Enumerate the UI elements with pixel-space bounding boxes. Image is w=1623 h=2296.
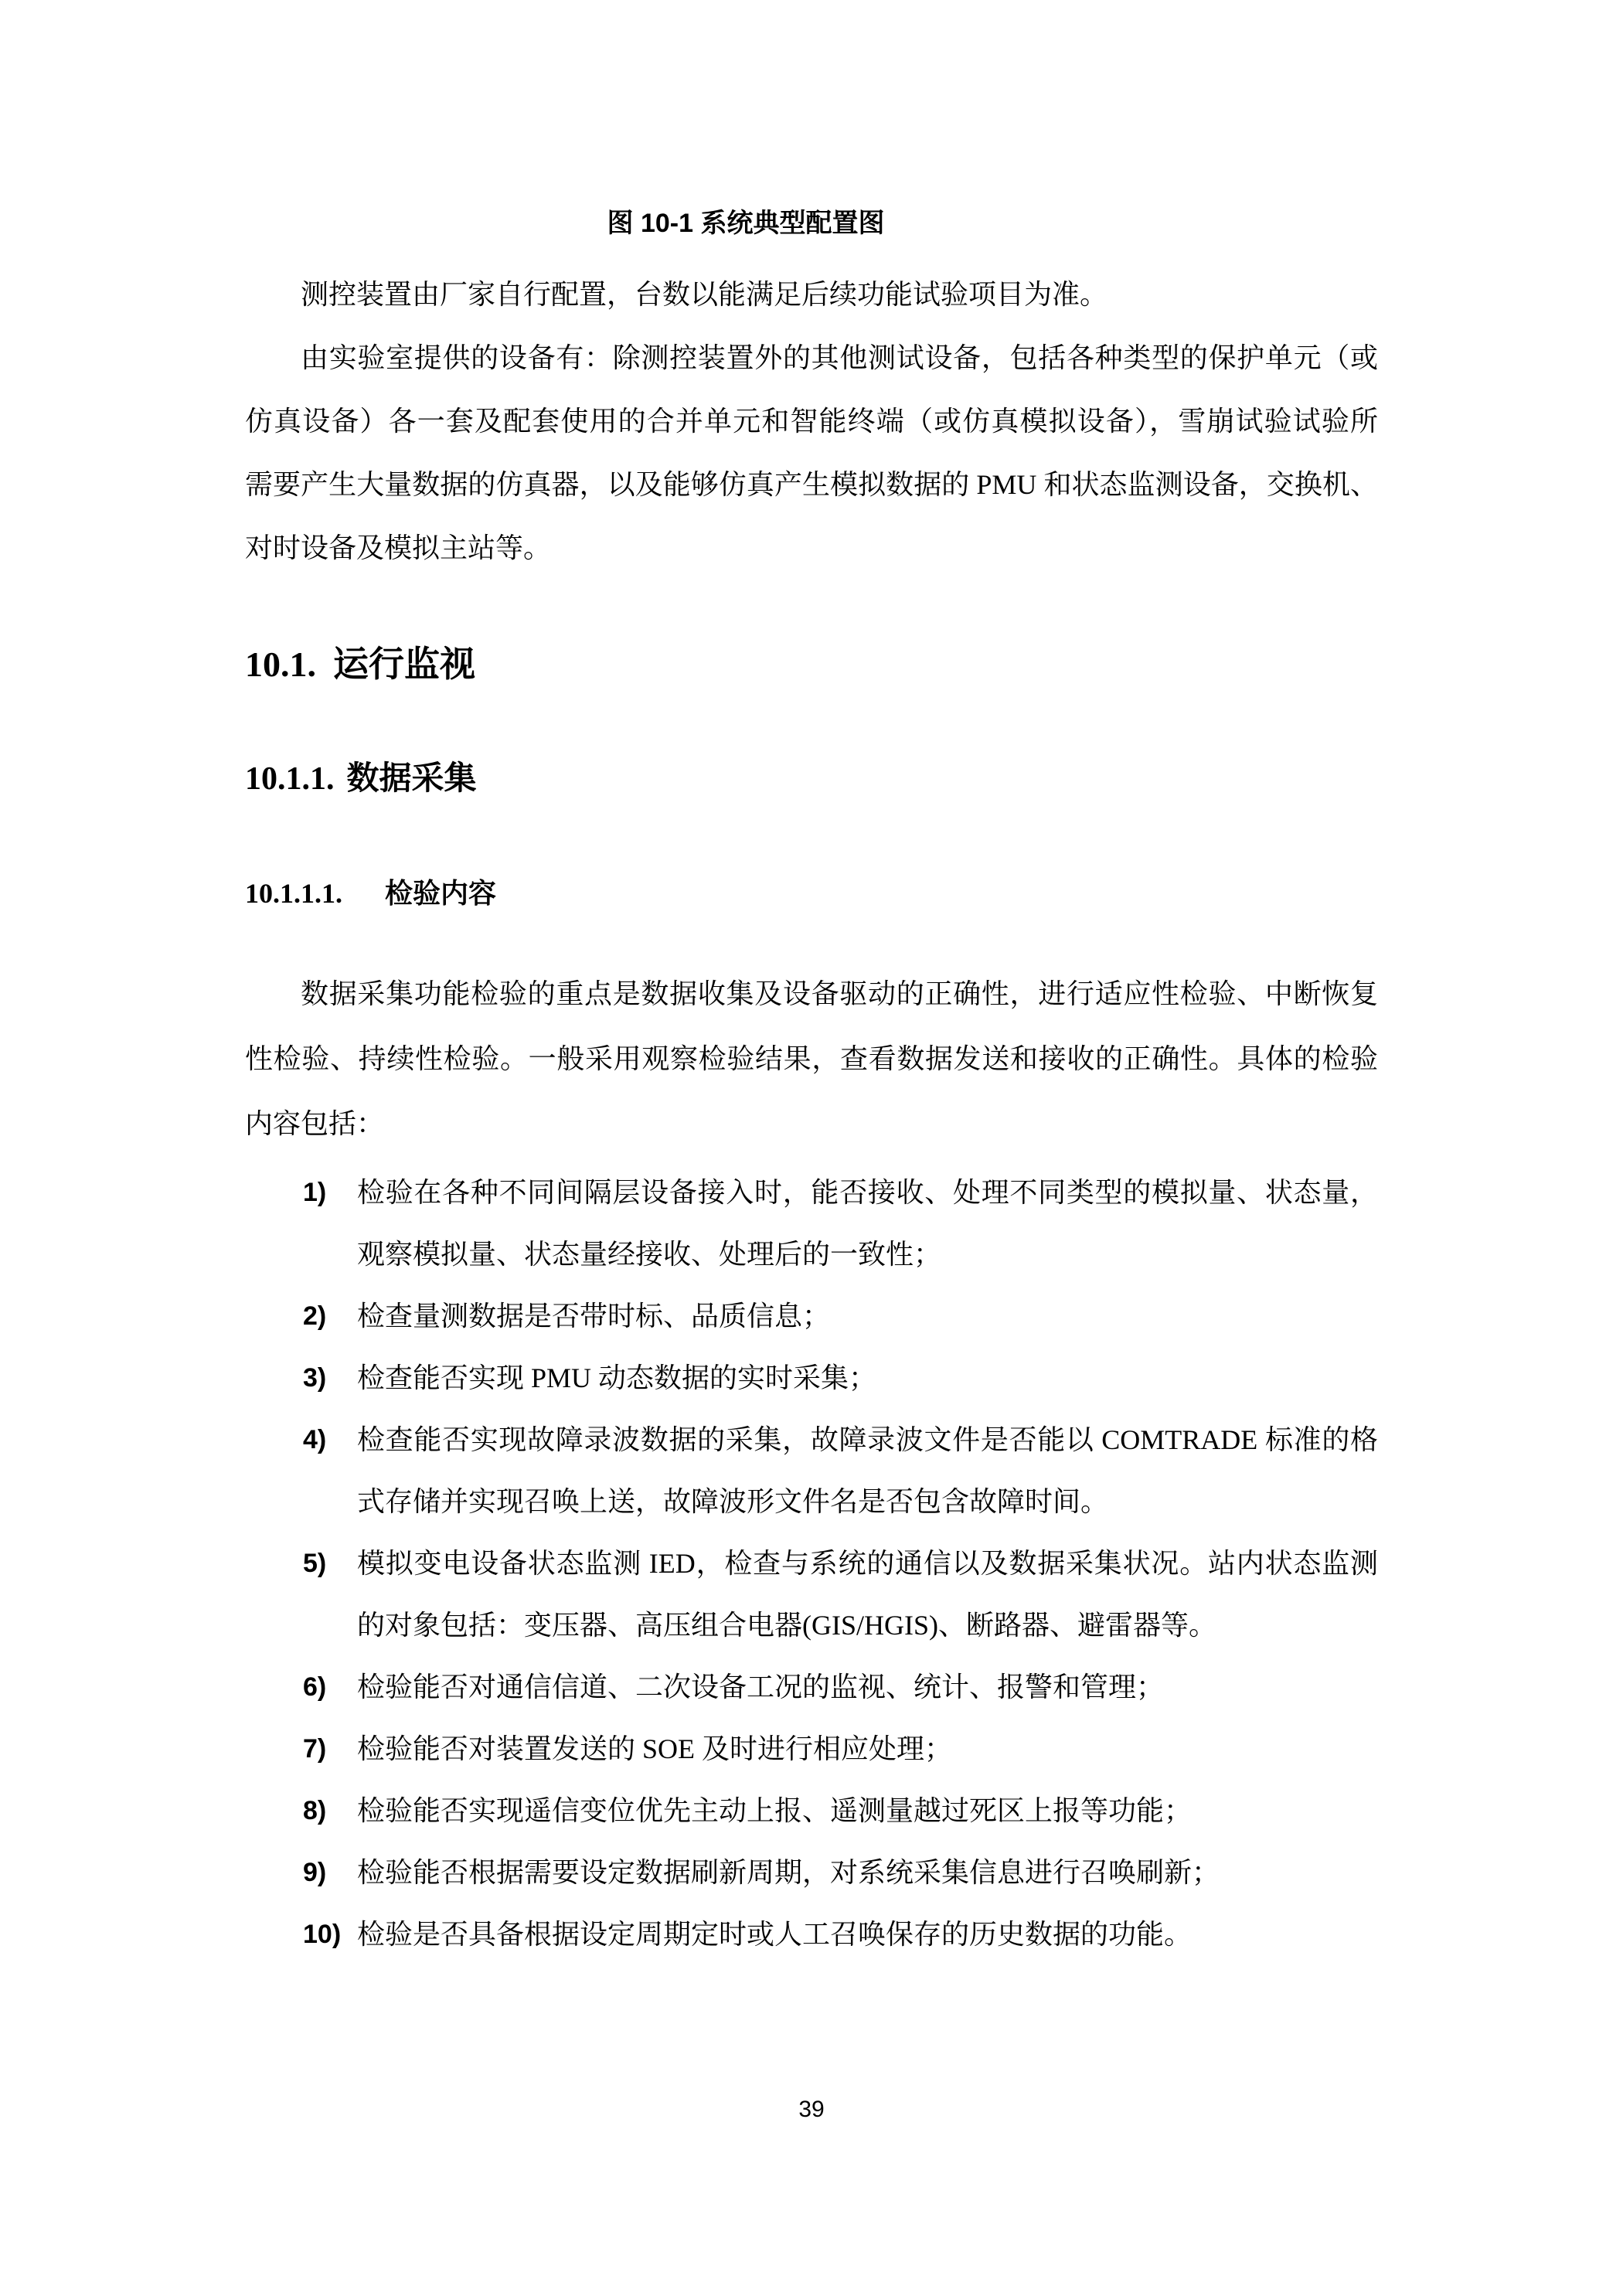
list-item	[303, 1285, 1378, 1347]
list-item-text	[357, 1285, 1378, 1347]
list-item-text	[357, 1162, 1378, 1285]
text-line: 由实验室提供的设备有：除测控装置外的其他测试设备，包括各种类型的保护单元（或	[301, 342, 1378, 373]
list-item-number: 8)	[303, 1796, 327, 1825]
heading-title: 运行监视	[333, 645, 475, 684]
heading-level-3	[245, 874, 1378, 913]
body-paragraph	[245, 326, 1378, 580]
text-line: 对时设备及模拟主站等。	[245, 532, 552, 563]
list-item-text	[357, 1409, 1378, 1532]
text-line: 检查能否实现 PMU 动态数据的实时采集；	[357, 1362, 877, 1393]
text-line: 检查量测数据是否带时标、品质信息；	[357, 1301, 831, 1332]
intro-paragraph	[245, 961, 1378, 1156]
list-item-number: 6)	[303, 1672, 327, 1702]
list-item	[303, 1842, 1378, 1903]
body-paragraph	[245, 263, 1378, 326]
text-line: 模拟变电设备状态监测 IED，检查与系统的通信以及数据采集状况。站内状态监测	[357, 1548, 1378, 1579]
heading-title: 检验内容	[385, 878, 497, 909]
list-item-text	[357, 1656, 1378, 1718]
list-item	[303, 1656, 1378, 1718]
heading-title: 数据采集	[346, 761, 477, 797]
list-item	[303, 1409, 1378, 1532]
text-line: 测控装置由厂家自行配置，台数以能满足后续功能试验项目为准。	[301, 279, 1108, 310]
list-item-number: 3)	[303, 1363, 327, 1393]
page-number: 39	[798, 2097, 825, 2122]
figure-caption: 图 10-1 系统典型配置图	[607, 209, 885, 238]
list-item-number: 5)	[303, 1549, 327, 1578]
list-item-text	[357, 1842, 1378, 1903]
heading-number: 10.1.1.	[245, 761, 335, 797]
list-item-text	[357, 1347, 1378, 1409]
list-item-number: 2)	[303, 1301, 327, 1331]
text-line: 内容包括：	[245, 1108, 385, 1139]
list-item-text	[357, 1532, 1378, 1656]
list-item-number: 7)	[303, 1734, 327, 1764]
list-item-text	[357, 1780, 1378, 1842]
text-line: 检验能否对通信信道、二次设备工况的监视、统计、报警和管理；	[357, 1672, 1165, 1702]
heading-number: 10.1.1.1.	[245, 878, 342, 909]
list-item	[303, 1347, 1378, 1409]
text-line: 数据采集功能检验的重点是数据收集及设备驱动的正确性，进行适应性检验、中断恢复	[301, 978, 1378, 1009]
text-line: 检验在各种不同间隔层设备接入时，能否接收、处理不同类型的模拟量、状态量，	[357, 1177, 1378, 1208]
page-content	[0, 192, 1623, 1965]
list-item	[303, 1718, 1378, 1780]
text-line: 式存储并实现召唤上送，故障波形文件名是否包含故障时间。	[357, 1486, 1109, 1517]
text-line: 检验是否具备根据设定周期定时或人工召唤保存的历史数据的功能。	[357, 1919, 1193, 1950]
heading-number: 10.1.	[245, 645, 316, 684]
text-line: 检查能否实现故障录波数据的采集，故障录波文件是否能以 COMTRADE 标准的格	[357, 1424, 1378, 1455]
list-item	[303, 1903, 1378, 1965]
heading-level-2	[245, 757, 1378, 801]
list-item-number: 1)	[303, 1178, 327, 1207]
list-item-number: 10)	[303, 1920, 342, 1949]
text-line: 仿真设备）各一套及配套使用的合并单元和智能终端（或仿真模拟设备），雪崩试验试验所	[245, 406, 1378, 437]
text-line: 检验能否对装置发送的 SOE 及时进行相应处理；	[357, 1733, 953, 1764]
list-item	[303, 1162, 1378, 1285]
text-line: 性检验、持续性检验。一般采用观察检验结果，查看数据发送和接收的正确性。具体的检验	[245, 1043, 1378, 1074]
list-item	[303, 1780, 1378, 1842]
text-line: 检验能否根据需要设定数据刷新周期，对系统采集信息进行召唤刷新；	[357, 1857, 1220, 1888]
list-item-text	[357, 1718, 1378, 1780]
list-item-number: 4)	[303, 1425, 327, 1454]
list-item	[303, 1532, 1378, 1656]
checklist	[245, 1162, 1378, 1965]
list-item-text	[357, 1903, 1378, 1965]
list-item-number: 9)	[303, 1858, 327, 1887]
text-line: 观察模拟量、状态量经接收、处理后的一致性；	[357, 1239, 942, 1270]
text-line: 检验能否实现遥信变位优先主动上报、遥测量越过死区上报等功能；	[357, 1795, 1193, 1826]
text-line: 的对象包括：变压器、高压组合电器(GIS/HGIS)、断路器、避雷器等。	[357, 1610, 1216, 1641]
heading-level-1	[245, 641, 1378, 688]
lead-paragraphs	[245, 263, 1378, 580]
text-line: 需要产生大量数据的仿真器，以及能够仿真产生模拟数据的 PMU 和状态监测设备，交换机、	[245, 469, 1378, 500]
